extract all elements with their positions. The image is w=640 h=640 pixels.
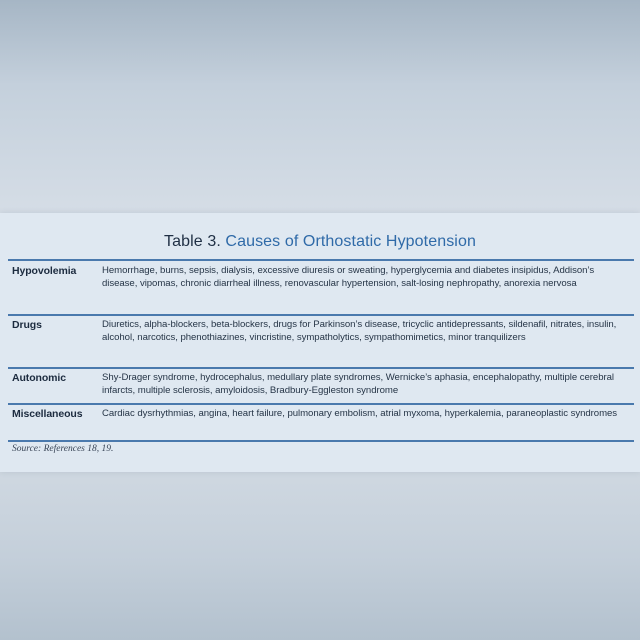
table-row-autonomic [8, 372, 634, 406]
row-description: Diuretics, alpha-blockers, beta-blockers, drugs for Parkinson’s disease, tricyclic antidepressants, sildenafil, nitrates, insulin, alcohol, narcotics, phenothiazines, vincristine, sympatholytics, sympathomimetics, minor tranquilizers [102, 319, 617, 343]
footer-rule [8, 440, 634, 442]
row-description: Cardiac dysrhythmias, angina, heart failure, pulmonary embolism, atrial myxoma, hyperkalemia, paraneoplastic syndromes [102, 408, 618, 419]
table-title-main: Causes of Orthostatic Hypotension [225, 233, 476, 250]
row-label: Drugs [12, 319, 42, 331]
row-divider [8, 403, 634, 405]
row-label: Hypovolemia [12, 265, 77, 277]
table-row-miscellaneous [8, 408, 634, 442]
background-bottom [0, 472, 640, 640]
background-top [0, 0, 640, 213]
header-rule [8, 259, 634, 261]
table-row-hypovolemia [8, 265, 634, 317]
source-note: Source: References 18, 19. [12, 444, 114, 454]
table-card [0, 213, 640, 472]
row-divider [8, 314, 634, 316]
row-divider [8, 367, 634, 369]
table-row-drugs [8, 319, 634, 367]
table-title [0, 233, 640, 251]
row-label: Autonomic [12, 372, 66, 384]
row-description: Shy-Drager syndrome, hydrocephalus, medullary plate syndromes, Wernicke’s aphasia, encephalopathy, multiple cerebral infarcts, multiple sclerosis, amyloidosis, Bradbury-Eggleston syndrome [102, 372, 614, 396]
row-description: Hemorrhage, burns, sepsis, dialysis, excessive diuresis or sweating, hyperglycemia and diabetes insipidus, Addison’s disease, vipomas, chronic diarrheal illness, renovascular hypertension, salt-losing nephropathy, anorexia nervosa [102, 265, 595, 289]
row-label: Miscellaneous [12, 408, 83, 420]
table-title-prefix: Table 3. [164, 233, 221, 250]
